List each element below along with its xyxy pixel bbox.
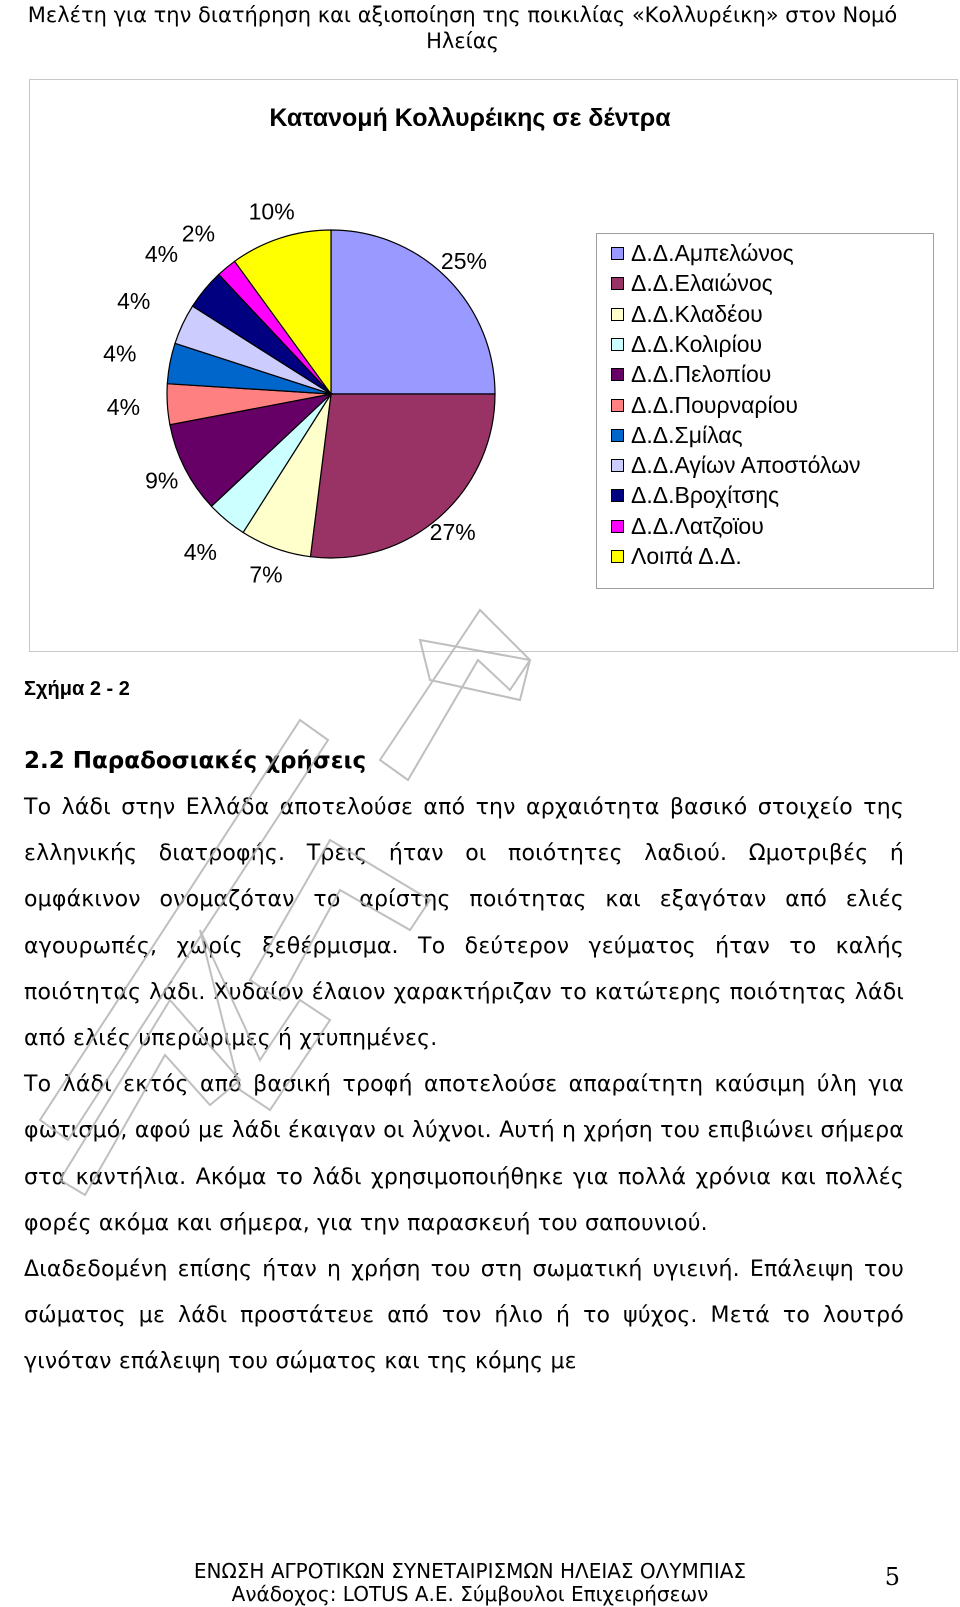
legend-item <box>611 329 762 360</box>
legend-item <box>611 541 742 572</box>
page-header <box>0 2 925 54</box>
legend-item <box>611 390 798 421</box>
legend-swatch <box>611 338 624 351</box>
legend-swatch <box>611 247 624 260</box>
pie-data-label-9: 2% <box>181 220 216 247</box>
legend-swatch <box>611 277 624 290</box>
legend-swatch <box>611 368 624 381</box>
legend-label: Δ.Δ.Πουρναρίου <box>631 391 798 418</box>
pie-data-label-8: 4% <box>144 240 179 267</box>
legend-swatch <box>611 429 624 442</box>
legend-swatch <box>611 399 624 412</box>
legend-label: Δ.Δ.Αμπελώνος <box>631 240 794 266</box>
legend-swatch <box>611 550 624 563</box>
legend-label: Δ.Δ.Κολιρίου <box>631 330 763 357</box>
legend-item <box>611 450 861 481</box>
pie-data-label-5: 4% <box>106 394 141 421</box>
legend-label: Δ.Δ.Βροχίτσης <box>631 482 780 509</box>
pie-data-label-4: 9% <box>145 467 179 494</box>
legend-label: Δ.Δ.Αγίων Αποστόλων <box>631 452 861 479</box>
legend-item <box>611 359 771 390</box>
footer-organization: ΕΝΩΣΗ ΑΓΡΟΤΙΚΩΝ ΣΥΝΕΤΑΙΡΙΣΜΩΝ ΗΛΕΙΑΣ ΟΛΥΜΠΙΑΣ <box>193 1559 747 1583</box>
pie-data-label-10: 10% <box>248 198 295 225</box>
paragraph: Διαδεδομένη επίσης ήταν η χρήση του στη σωματική υγιεινή. Επάλειψη του σώματος με λάδι προστάτευε από τον ήλιο ή το ψύχος. Μετά το λουτρό γινόταν επάλειψη του σώματος και της κόμης με <box>24 1257 904 1375</box>
legend-item <box>611 420 743 451</box>
pie-chart <box>30 80 590 651</box>
legend-item <box>611 299 763 330</box>
legend-label: Δ.Δ.Ελαιώνος <box>631 270 773 297</box>
legend-item <box>611 480 779 511</box>
pie-data-label-3: 4% <box>183 538 217 565</box>
body-text <box>24 785 904 1386</box>
pie-data-label-6: 4% <box>103 340 137 367</box>
pie-data-label-1: 27% <box>429 519 476 546</box>
pie-data-label-0: 25% <box>440 248 487 275</box>
document-title: Μελέτη για την διατήρηση και αξιοποίηση της ποικιλίας «Κολλυρέικη» στον Νομό Ηλείας <box>27 3 898 53</box>
pie-data-label-7: 4% <box>117 288 151 315</box>
page-footer <box>140 1560 800 1606</box>
legend-label: Δ.Δ.Πελοπίου <box>631 361 772 388</box>
chart-legend <box>596 233 934 589</box>
paragraph: Το λάδι εκτός από βασική τροφή αποτελούσε απαραίτητη καύσιμη ύλη για φωτισμό, αφού με λάδι έκαιγαν οι λύχνοι. Αυτή η χρήση του επιβιώνει σήμερα στα καντήλια. Ακόμα το λάδι χρησιμοποιήθηκε για πολλά χρόνια και πολλές φορές ακόμα και σήμερα, για την παρασκευή του σαπουνιού. <box>24 1072 904 1236</box>
chart-title: Κατανομή Κολλυρέικης σε δέντρα <box>269 104 671 132</box>
legend-swatch <box>611 459 624 472</box>
chart-frame <box>29 79 958 652</box>
legend-swatch <box>611 520 624 533</box>
figure-caption: Σχήμα 2 - 2 <box>24 678 130 700</box>
legend-label: Δ.Δ.Λατζοϊου <box>631 512 764 539</box>
section-heading: 2.2 Παραδοσιακές χρήσεις <box>24 748 367 774</box>
legend-label: Δ.Δ.Κλαδέου <box>631 300 763 327</box>
legend-label: Δ.Δ.Σμίλας <box>631 421 743 448</box>
legend-label: Λοιπά Δ.Δ. <box>631 543 742 569</box>
paragraph: Το λάδι στην Ελλάδα αποτελούσε από την αρχαιότητα βασικό στοιχείο της ελληνικής διατροφής. Τρεις ήταν οι ποιότητες λαδιού. Ωμοτριβές ή ομφάκινον ονομαζόταν το αρίστης ποιότητας και εξαγόταν από ελιές αγουρωπές, χωρίς ξεθέρμισμα. Το δεύτερον γεύματος ήταν το καλής ποιότητας λάδι. Χυδαίον έλαιον χαρακτήριζαν το κατώτερης ποιότητας λάδι από ελιές υπερώριμες ή χτυπημένες. <box>24 795 904 1052</box>
legend-swatch <box>611 308 624 321</box>
legend-swatch <box>611 489 624 502</box>
legend-item <box>611 511 764 542</box>
legend-item <box>611 238 794 269</box>
legend-item <box>611 268 773 299</box>
pie-data-label-2: 7% <box>249 561 283 588</box>
page-number: 5 <box>884 1563 900 1591</box>
footer-contractor: Ανάδοχος: LOTUS Α.Ε. Σύμβουλοι Επιχειρήσεων <box>231 1582 709 1606</box>
